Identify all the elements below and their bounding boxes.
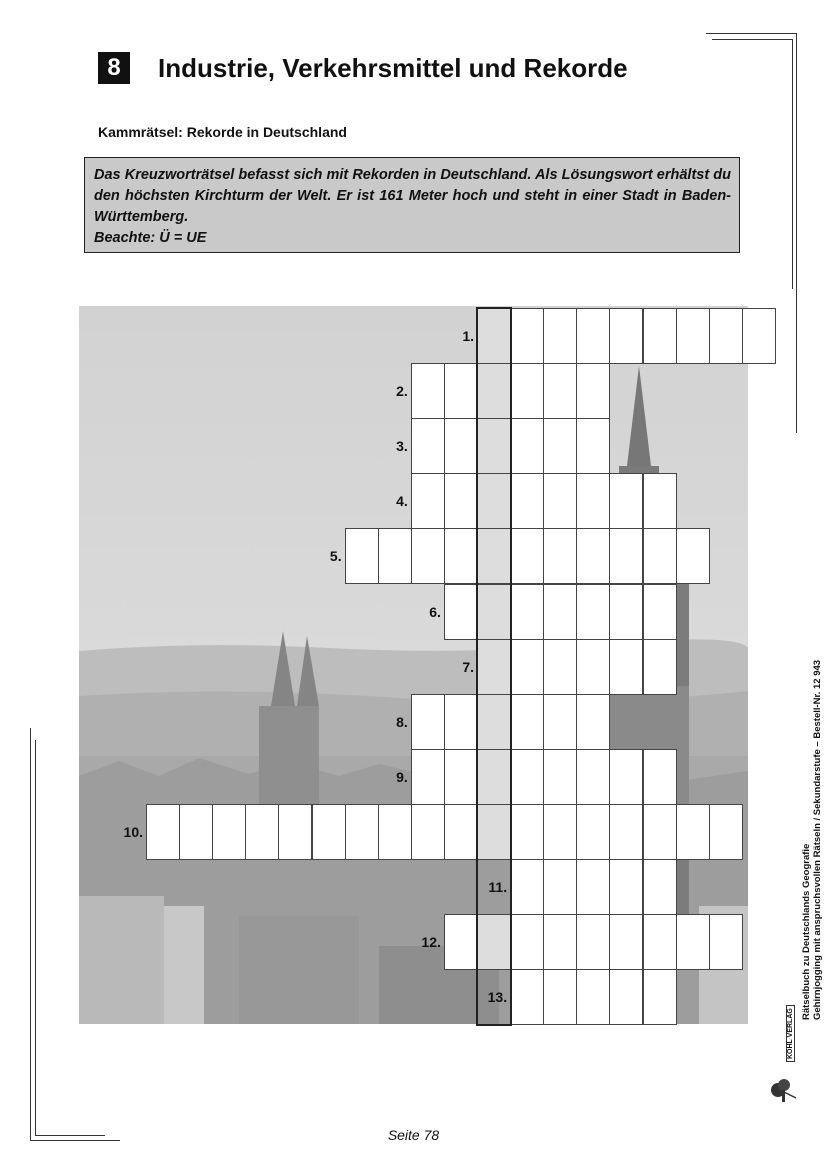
- row-number-label: 4.: [396, 493, 408, 510]
- answer-cell[interactable]: [510, 804, 544, 860]
- answer-cell[interactable]: [576, 694, 610, 750]
- answer-cell[interactable]: [510, 749, 544, 805]
- answer-cell[interactable]: [676, 914, 710, 970]
- row-number-label: 2.: [396, 383, 408, 400]
- answer-cell[interactable]: [444, 914, 478, 970]
- answer-cell[interactable]: [444, 584, 478, 640]
- answer-cell[interactable]: [444, 528, 478, 584]
- instruction-box: [84, 157, 740, 253]
- row-number-label: 9.: [396, 768, 408, 785]
- answer-cell[interactable]: [709, 914, 743, 970]
- row-number-label: 6.: [429, 603, 441, 620]
- row-number-label: 11.: [488, 879, 508, 895]
- answer-cell[interactable]: [643, 639, 677, 695]
- answer-cell[interactable]: [378, 528, 412, 584]
- solution-cell[interactable]: [477, 363, 511, 419]
- row-number-label: 8.: [396, 713, 408, 730]
- answer-cell[interactable]: [510, 969, 544, 1025]
- row-number-label: 10.: [123, 823, 143, 840]
- row-number-label: 3.: [396, 438, 408, 455]
- answer-cell[interactable]: [543, 804, 577, 860]
- answer-cell[interactable]: [643, 749, 677, 805]
- frame-line: [706, 33, 796, 34]
- solution-cell[interactable]: [477, 528, 511, 584]
- answer-cell[interactable]: [345, 528, 379, 584]
- solution-cell[interactable]: [477, 308, 511, 364]
- answer-cell[interactable]: [576, 363, 610, 419]
- answer-cell[interactable]: [643, 528, 677, 584]
- answer-cell[interactable]: [643, 859, 677, 915]
- answer-cell[interactable]: [543, 584, 577, 640]
- answer-cell[interactable]: [510, 418, 544, 474]
- answer-cell[interactable]: [576, 528, 610, 584]
- answer-cell[interactable]: [609, 859, 643, 915]
- answer-cell[interactable]: [543, 473, 577, 529]
- frame-line: [35, 740, 36, 1135]
- answer-cell[interactable]: [510, 584, 544, 640]
- answer-cell[interactable]: [411, 418, 445, 474]
- answer-cell[interactable]: [444, 804, 478, 860]
- answer-cell[interactable]: [179, 804, 213, 860]
- solution-cell[interactable]: [477, 694, 511, 750]
- answer-cell[interactable]: [510, 363, 544, 419]
- answer-cell[interactable]: [609, 969, 643, 1025]
- frame-line: [30, 728, 31, 1140]
- row-number-label: 5.: [329, 548, 342, 565]
- answer-cell[interactable]: [609, 473, 643, 529]
- answer-cell[interactable]: [411, 528, 445, 584]
- book-info-vertical: [801, 660, 823, 1020]
- solution-cell[interactable]: [477, 418, 511, 474]
- answer-cell[interactable]: [709, 804, 743, 860]
- answer-cell[interactable]: [676, 308, 710, 364]
- answer-cell[interactable]: [676, 528, 710, 584]
- answer-cell[interactable]: [510, 914, 544, 970]
- answer-cell[interactable]: [444, 418, 478, 474]
- row-number-label: 13.: [487, 989, 508, 1006]
- answer-cell[interactable]: [576, 859, 610, 915]
- answer-cell[interactable]: [345, 804, 379, 860]
- solution-cell[interactable]: [477, 804, 511, 860]
- answer-cell[interactable]: [146, 804, 180, 860]
- answer-cell[interactable]: [576, 639, 610, 695]
- answer-cell[interactable]: [609, 308, 643, 364]
- answer-cell[interactable]: [609, 639, 643, 695]
- answer-cell[interactable]: [543, 528, 577, 584]
- frame-line: [792, 39, 793, 289]
- answer-cell[interactable]: [411, 694, 445, 750]
- answer-cell[interactable]: [543, 749, 577, 805]
- answer-cell[interactable]: [576, 969, 610, 1025]
- page-title: Industrie, Verkehrsmittel und Rekorde: [158, 53, 628, 83]
- solution-cell[interactable]: [477, 584, 511, 640]
- answer-cell[interactable]: [510, 694, 544, 750]
- row-number-label: 7.: [462, 658, 474, 675]
- answer-cell[interactable]: [576, 584, 610, 640]
- answer-cell[interactable]: [643, 969, 677, 1025]
- answer-cell[interactable]: [543, 308, 577, 364]
- answer-cell[interactable]: [444, 473, 478, 529]
- answer-cell[interactable]: [543, 914, 577, 970]
- answer-cell[interactable]: [576, 473, 610, 529]
- book-title-line: Rätselbuch zu Deutschlands Geografie: [801, 843, 812, 1020]
- answer-cell[interactable]: [643, 308, 677, 364]
- answer-cell[interactable]: [543, 363, 577, 419]
- publisher-name: KOHL VERLAG: [786, 1005, 795, 1062]
- page-number: Seite 78: [387, 1127, 440, 1143]
- answer-cell[interactable]: [278, 804, 312, 860]
- frame-line: [712, 39, 792, 40]
- answer-cell[interactable]: [312, 804, 346, 860]
- frame-line: [796, 33, 797, 433]
- answer-cell[interactable]: [543, 418, 577, 474]
- row-number-label: 1.: [462, 328, 474, 344]
- answer-cell[interactable]: [510, 473, 544, 529]
- solution-cell[interactable]: [477, 749, 511, 805]
- answer-cell[interactable]: [709, 308, 743, 364]
- answer-cell[interactable]: [444, 694, 478, 750]
- solution-cell[interactable]: [477, 473, 511, 529]
- answer-cell[interactable]: [643, 804, 677, 860]
- solution-cell[interactable]: [477, 914, 511, 970]
- puzzle-subtitle: Kammrätsel: Rekorde in Deutschland: [98, 124, 347, 140]
- answer-cell[interactable]: [245, 804, 279, 860]
- answer-cell[interactable]: [576, 914, 610, 970]
- answer-cell[interactable]: [609, 528, 643, 584]
- answer-cell[interactable]: [411, 363, 445, 419]
- answer-cell[interactable]: [411, 473, 445, 529]
- book-subtitle-line: Gehirnjogging mit anspruchsvollen Rätseln / Sekundarstufe – Bestell-Nr. 12 943: [812, 659, 823, 1020]
- instruction-text: Das Kreuzworträtsel befasst sich mit Rekorden in Deutschland. Als Lösungswort erhältst du den höchsten Kirchturm der Welt. Er ist 161 Meter hoch und steht in einer Stadt in Baden-Württemberg.: [94, 167, 731, 225]
- answer-cell[interactable]: [510, 639, 544, 695]
- answer-cell[interactable]: [676, 804, 710, 860]
- answer-cell[interactable]: [576, 749, 610, 805]
- answer-cell[interactable]: [510, 308, 544, 364]
- answer-cell[interactable]: [643, 584, 677, 640]
- answer-cell[interactable]: [510, 859, 544, 915]
- answer-cell[interactable]: [444, 749, 478, 805]
- answer-cell[interactable]: [742, 308, 776, 364]
- answer-cell[interactable]: [411, 804, 445, 860]
- solution-cell[interactable]: [477, 639, 511, 695]
- answer-cell[interactable]: [543, 639, 577, 695]
- answer-cell[interactable]: [643, 473, 677, 529]
- answer-cell[interactable]: [543, 859, 577, 915]
- instruction-note: Beachte: Ü = UE: [94, 230, 207, 246]
- answer-cell[interactable]: [543, 694, 577, 750]
- answer-cell[interactable]: [576, 804, 610, 860]
- answer-cell[interactable]: [609, 749, 643, 805]
- chapter-number-badge: 8: [98, 52, 130, 84]
- answer-cell[interactable]: [576, 418, 610, 474]
- answer-cell[interactable]: [609, 584, 643, 640]
- answer-cell[interactable]: [444, 363, 478, 419]
- answer-cell[interactable]: [411, 749, 445, 805]
- answer-cell[interactable]: [609, 914, 643, 970]
- answer-cell[interactable]: [609, 804, 643, 860]
- answer-cell[interactable]: [543, 969, 577, 1025]
- answer-cell[interactable]: [643, 914, 677, 970]
- answer-cell[interactable]: [510, 528, 544, 584]
- row-number-label: 12.: [421, 934, 441, 951]
- answer-cell[interactable]: [212, 804, 246, 860]
- answer-cell[interactable]: [576, 308, 610, 364]
- answer-cell[interactable]: [378, 804, 412, 860]
